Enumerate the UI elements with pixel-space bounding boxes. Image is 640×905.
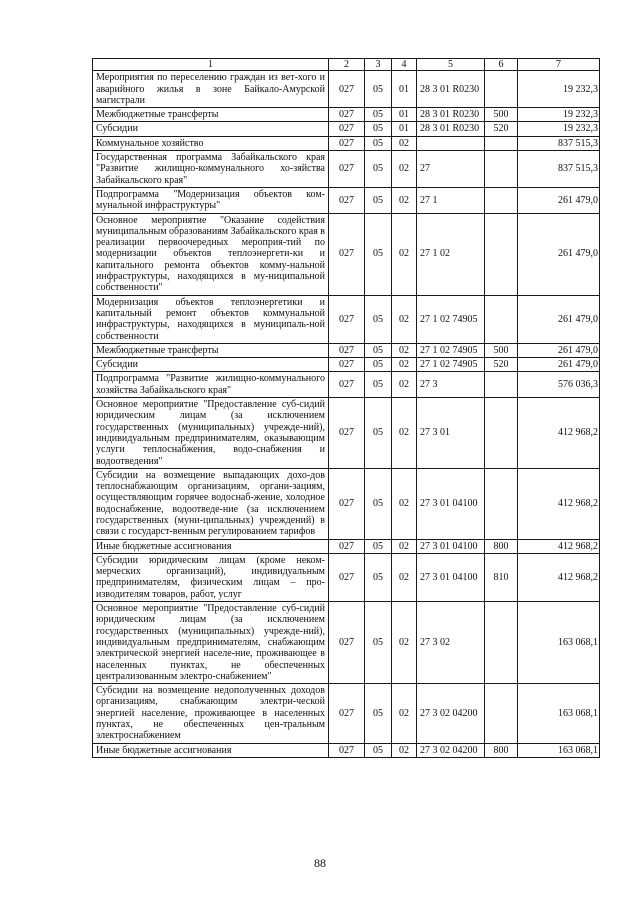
- amount-cell: 412 968,2: [518, 398, 600, 469]
- target-article-cell: 27 3 01 04100: [417, 553, 485, 601]
- expense-type-cell: 520: [485, 358, 518, 372]
- section-code-cell: 05: [365, 108, 392, 122]
- target-article-cell: 27 3 01: [417, 398, 485, 469]
- column-header: 3: [365, 59, 392, 71]
- column-header: 5: [417, 59, 485, 71]
- column-header: 1: [93, 59, 329, 71]
- item-name-cell: Межбюджетные трансферты: [93, 108, 329, 122]
- section-code-cell: 05: [365, 151, 392, 188]
- target-article-cell: 28 3 01 R0230: [417, 108, 485, 122]
- amount-cell: 261 479,0: [518, 295, 600, 343]
- item-name-cell: Подпрограмма "Развитие жилищно-коммунального хозяйства Забайкальского края": [93, 372, 329, 398]
- column-header: 6: [485, 59, 518, 71]
- section-code-cell: 05: [365, 343, 392, 357]
- subsection-code-cell: 02: [392, 398, 417, 469]
- item-name-cell: Субсидии на возмещение выпадающих дохо-дов теплоснабжающим организациям, органи-зациям, осуществляющим горячее водоснаб-жение, холодное водоснабжение, водоотведе-ние (за исключением государственных (муни-ципальных) учреждений) в связи с государст-венным регулированием тарифов: [93, 468, 329, 539]
- table-row: [93, 684, 600, 743]
- subsection-code-cell: 02: [392, 136, 417, 150]
- subsection-code-cell: 01: [392, 122, 417, 136]
- subsection-code-cell: 02: [392, 151, 417, 188]
- amount-cell: 19 232,3: [518, 122, 600, 136]
- target-article-cell: 27 1: [417, 187, 485, 213]
- item-name-cell: Субсидии: [93, 358, 329, 372]
- subsection-code-cell: 02: [392, 343, 417, 357]
- target-article-cell: 27 3 02 04200: [417, 684, 485, 743]
- subsection-code-cell: 02: [392, 553, 417, 601]
- subsection-code-cell: 02: [392, 684, 417, 743]
- table-row: [93, 602, 600, 684]
- expense-type-cell: [485, 187, 518, 213]
- expense-type-cell: [485, 71, 518, 108]
- ministry-code-cell: 027: [329, 213, 365, 295]
- section-code-cell: 05: [365, 743, 392, 757]
- expense-type-cell: [485, 151, 518, 188]
- table-row: [93, 539, 600, 553]
- subsection-code-cell: 02: [392, 468, 417, 539]
- amount-cell: 412 968,2: [518, 468, 600, 539]
- amount-cell: 163 068,1: [518, 743, 600, 757]
- section-code-cell: 05: [365, 372, 392, 398]
- subsection-code-cell: 02: [392, 743, 417, 757]
- table-row: [93, 343, 600, 357]
- ministry-code-cell: 027: [329, 684, 365, 743]
- table-row: [93, 187, 600, 213]
- section-code-cell: 05: [365, 213, 392, 295]
- target-article-cell: 27 3: [417, 372, 485, 398]
- target-article-cell: 28 3 01 R0230: [417, 71, 485, 108]
- amount-cell: 261 479,0: [518, 358, 600, 372]
- target-article-cell: [417, 136, 485, 150]
- section-code-cell: 05: [365, 684, 392, 743]
- expense-type-cell: [485, 398, 518, 469]
- item-name-cell: Основное мероприятие "Предоставление суб-сидий юридическим лицам (за исключением государственных (муниципальных) учрежде-ний), индивидуальным предпринимателям, оказывающим услуги теплоснабжения, водо-снабжения и водоотведения": [93, 398, 329, 469]
- item-name-cell: Основное мероприятие "Оказание содействия муниципальным образованиям Забайкальского края в реализации первоочередных мероприя-тий по модернизации объектов теплоэнергети-ки и капитального ремонта объектов комму-нальной инфраструктуры, находящихся в му-ниципальной собственности": [93, 213, 329, 295]
- subsection-code-cell: 02: [392, 539, 417, 553]
- table-row: [93, 122, 600, 136]
- table-row: [93, 398, 600, 469]
- section-code-cell: 05: [365, 553, 392, 601]
- budget-table: [92, 58, 600, 758]
- table-row: [93, 136, 600, 150]
- item-name-cell: Мероприятия по переселению граждан из вет-хого и аварийного жилья в зоне Байкало-Амурской магистрали: [93, 71, 329, 108]
- column-header: 7: [518, 59, 600, 71]
- section-code-cell: 05: [365, 539, 392, 553]
- column-header: 2: [329, 59, 365, 71]
- expense-type-cell: 520: [485, 122, 518, 136]
- ministry-code-cell: 027: [329, 343, 365, 357]
- ministry-code-cell: 027: [329, 398, 365, 469]
- amount-cell: 163 068,1: [518, 602, 600, 684]
- ministry-code-cell: 027: [329, 468, 365, 539]
- table-row: [93, 213, 600, 295]
- expense-type-cell: [485, 213, 518, 295]
- subsection-code-cell: 02: [392, 295, 417, 343]
- target-article-cell: 27 1 02: [417, 213, 485, 295]
- subsection-code-cell: 01: [392, 108, 417, 122]
- section-code-cell: 05: [365, 602, 392, 684]
- table-header-row: [93, 59, 600, 71]
- subsection-code-cell: 02: [392, 187, 417, 213]
- subsection-code-cell: 02: [392, 602, 417, 684]
- amount-cell: 412 968,2: [518, 553, 600, 601]
- expense-type-cell: 810: [485, 553, 518, 601]
- ministry-code-cell: 027: [329, 295, 365, 343]
- ministry-code-cell: 027: [329, 743, 365, 757]
- section-code-cell: 05: [365, 187, 392, 213]
- target-article-cell: 27 1 02 74905: [417, 343, 485, 357]
- item-name-cell: Подпрограмма "Модернизация объектов ком-мунальной инфраструктуры": [93, 187, 329, 213]
- table-row: [93, 71, 600, 108]
- column-header: 4: [392, 59, 417, 71]
- table-row: [93, 468, 600, 539]
- ministry-code-cell: 027: [329, 187, 365, 213]
- target-article-cell: 27 3 02: [417, 602, 485, 684]
- amount-cell: 163 068,1: [518, 684, 600, 743]
- section-code-cell: 05: [365, 122, 392, 136]
- expense-type-cell: [485, 684, 518, 743]
- amount-cell: 576 036,3: [518, 372, 600, 398]
- expense-type-cell: [485, 602, 518, 684]
- item-name-cell: Субсидии на возмещение недополученных доходов организациям, снабжающим электри-ческой энергией население, проживающее в населенных пунктах, не обеспеченных цен-тральным электроснабжением: [93, 684, 329, 743]
- ministry-code-cell: 027: [329, 136, 365, 150]
- item-name-cell: Субсидии: [93, 122, 329, 136]
- amount-cell: 19 232,3: [518, 108, 600, 122]
- section-code-cell: 05: [365, 71, 392, 108]
- expense-type-cell: [485, 136, 518, 150]
- table-row: [93, 358, 600, 372]
- ministry-code-cell: 027: [329, 122, 365, 136]
- target-article-cell: 27 3 01 04100: [417, 468, 485, 539]
- item-name-cell: Основное мероприятие "Предоставление суб-сидий юридическим лицам (за исключением государственных (муниципальных) учрежде-ний), индивидуальным предпринимателям, снабжающим электрической энергией населе-ние, проживающее в населенных пунктах, не обеспеченных централизованным электро-снабжением": [93, 602, 329, 684]
- table-row: [93, 108, 600, 122]
- amount-cell: 261 479,0: [518, 187, 600, 213]
- section-code-cell: 05: [365, 398, 392, 469]
- ministry-code-cell: 027: [329, 553, 365, 601]
- target-article-cell: 27 1 02 74905: [417, 358, 485, 372]
- subsection-code-cell: 01: [392, 71, 417, 108]
- target-article-cell: 28 3 01 R0230: [417, 122, 485, 136]
- table-row: [93, 151, 600, 188]
- table-row: [93, 295, 600, 343]
- expense-type-cell: 800: [485, 743, 518, 757]
- target-article-cell: 27 1 02 74905: [417, 295, 485, 343]
- subsection-code-cell: 02: [392, 372, 417, 398]
- section-code-cell: 05: [365, 136, 392, 150]
- page-number: 88: [314, 856, 326, 870]
- section-code-cell: 05: [365, 358, 392, 372]
- item-name-cell: Иные бюджетные ассигнования: [93, 743, 329, 757]
- item-name-cell: Модернизация объектов теплоэнергетики и капитальный ремонт объектов коммунальной инфраструктуры, находящихся в муниципаль-ной собственности: [93, 295, 329, 343]
- section-code-cell: 05: [365, 295, 392, 343]
- item-name-cell: Иные бюджетные ассигнования: [93, 539, 329, 553]
- target-article-cell: 27 3 02 04200: [417, 743, 485, 757]
- amount-cell: 412 968,2: [518, 539, 600, 553]
- table-row: [93, 743, 600, 757]
- expense-type-cell: [485, 468, 518, 539]
- expense-type-cell: 800: [485, 539, 518, 553]
- subsection-code-cell: 02: [392, 358, 417, 372]
- target-article-cell: 27: [417, 151, 485, 188]
- ministry-code-cell: 027: [329, 602, 365, 684]
- item-name-cell: Коммунальное хозяйство: [93, 136, 329, 150]
- expense-type-cell: 500: [485, 108, 518, 122]
- table-row: [93, 372, 600, 398]
- target-article-cell: 27 3 01 04100: [417, 539, 485, 553]
- ministry-code-cell: 027: [329, 151, 365, 188]
- section-code-cell: 05: [365, 468, 392, 539]
- ministry-code-cell: 027: [329, 108, 365, 122]
- item-name-cell: Межбюджетные трансферты: [93, 343, 329, 357]
- table-row: [93, 553, 600, 601]
- amount-cell: 837 515,3: [518, 136, 600, 150]
- subsection-code-cell: 02: [392, 213, 417, 295]
- ministry-code-cell: 027: [329, 539, 365, 553]
- expense-type-cell: [485, 295, 518, 343]
- amount-cell: 837 515,3: [518, 151, 600, 188]
- expense-type-cell: [485, 372, 518, 398]
- ministry-code-cell: 027: [329, 71, 365, 108]
- amount-cell: 261 479,0: [518, 213, 600, 295]
- item-name-cell: Государственная программа Забайкальского края "Развитие жилищно-коммунального хо-зяйства Забайкальского края": [93, 151, 329, 188]
- item-name-cell: Субсидии юридическим лицам (кроме неком-мерческих организаций), индивидуальным предпринимателям, физическим лицам – про-изводителям товаров, работ, услуг: [93, 553, 329, 601]
- amount-cell: 261 479,0: [518, 343, 600, 357]
- ministry-code-cell: 027: [329, 358, 365, 372]
- ministry-code-cell: 027: [329, 372, 365, 398]
- expense-type-cell: 500: [485, 343, 518, 357]
- amount-cell: 19 232,3: [518, 71, 600, 108]
